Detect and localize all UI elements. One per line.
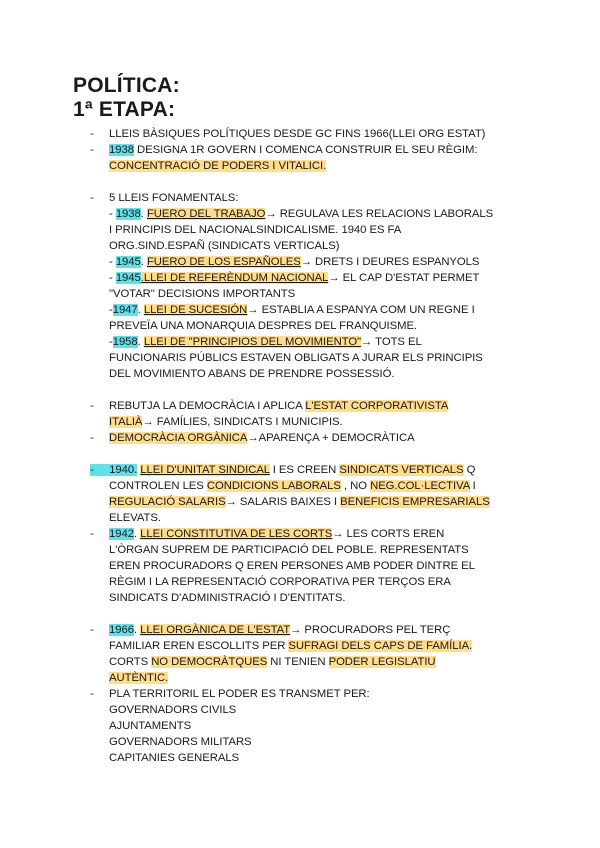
text: REBUTJA LA DEMOCRÀCIA I APLICA	[109, 400, 306, 412]
line-controlen	[109, 479, 476, 493]
line-elevats: ELEVATS.	[109, 512, 161, 524]
line-procuradors: EREN PROCURADORS Q EREN PERSONES AMB PODER DINTRE EL	[109, 560, 475, 572]
key-phrase-highlight: CONCENTRACIÓ DE PODERS I VITALICI.	[109, 160, 327, 172]
text: I ES CREEN	[269, 464, 340, 476]
bullet-dash: -	[90, 432, 94, 444]
text: SALARIS BAIXES I	[236, 496, 341, 508]
year-highlight: 1942	[109, 528, 134, 540]
text: ESTABLIA A ESPANYA COM UN REGNE I	[258, 304, 475, 316]
law-highlight: FUERO DE LOS ESPAÑOLES	[146, 256, 301, 268]
text: CONTROLEN LES	[109, 480, 207, 492]
text: .	[133, 528, 141, 540]
bullet-dash: -	[90, 688, 94, 700]
text: NI TENIEN	[267, 656, 329, 668]
line-capitanies: CAPITANIES GENERALS	[109, 752, 240, 764]
line-no-democratiques	[109, 655, 436, 669]
page-title: POLÍTICA:	[73, 74, 180, 97]
line-fuero-trabajo	[109, 207, 493, 221]
year-highlight	[90, 464, 137, 476]
year-highlight: 1945	[115, 272, 141, 284]
text: I	[469, 480, 476, 492]
bullet-dash: -	[90, 528, 94, 540]
year: 1940.	[109, 464, 138, 476]
line-5-lleis: 5 LLEIS FONAMENTALS:	[109, 192, 239, 204]
line-sucesion	[109, 303, 475, 317]
line-lleis-basiques: LLEIS BÀSIQUES POLÍTIQUES DESDE GC FINS 1966(LLEI ORG ESTAT)	[109, 128, 486, 140]
line-governadors-civils: GOVERNADORS CIVILS	[109, 704, 237, 716]
key-phrase-highlight: ITALIÀ	[109, 416, 143, 428]
line-org-sind: ORG.SIND.ESPAÑ (SINDICATS VERTICALS)	[109, 240, 340, 252]
line-principis-ns: I PRINCIPIS DEL NACIONALSINDICALISME. 1940 ES FA	[109, 224, 402, 236]
key-phrase-highlight: SUFRAGI DELS CAPS DE FAMÍLIA.	[288, 640, 473, 652]
text: .	[140, 208, 147, 220]
key-phrase-highlight: REGULACIÓ SALARIS	[109, 496, 226, 508]
bullet-dash: -	[90, 128, 94, 140]
line-ajuntaments: AJUNTAMENTS	[109, 720, 192, 732]
line-pla-territorial: PLA TERRITORIL EL PODER ES TRANSMET PER:	[109, 688, 370, 700]
sub-dash: -	[109, 304, 113, 316]
arrow-icon: →	[361, 336, 373, 348]
text: REGULAVA LES RELACIONS LABORALS	[276, 208, 494, 220]
line-familiar	[109, 639, 472, 653]
bullet-dash: -	[90, 464, 94, 476]
key-phrase-highlight: NEG.COL·LECTIVA	[370, 480, 470, 492]
year-highlight: 1966	[109, 624, 134, 636]
text: FAMILIAR EREN ESCOLLITS PER	[109, 640, 289, 652]
bullet-dash: -	[90, 400, 94, 412]
text: PROCURADORS PEL TERÇ	[301, 624, 451, 636]
arrow-icon: →	[225, 496, 237, 508]
key-phrase-highlight: L'ESTAT CORPORATIVISTA	[305, 400, 449, 412]
line-fuero-espanoles	[109, 255, 479, 269]
key-phrase-highlight: BENEFICIS EMPRESARIALS	[340, 496, 490, 508]
arrow-icon: →	[265, 208, 277, 220]
key-phrase-highlight: AUTÈNTIC.	[109, 672, 169, 684]
text: EL CAP D'ESTAT PERMET	[339, 272, 480, 284]
year-highlight: 1938	[115, 208, 141, 220]
line-regulacio	[109, 495, 490, 509]
text: LES CORTS EREN	[343, 528, 445, 540]
law-highlight: LLEI DE "PRINCIPIOS DEL MOVIMIENTO"	[143, 336, 362, 348]
line-funcionaris: FUNCIONARIS PÚBLICS ESTAVEN OBLIGATS A JURAR ELS PRINCIPIS	[109, 352, 483, 364]
key-phrase-highlight: SINDICATS VERTICALS	[339, 464, 464, 476]
arrow-icon: →	[328, 272, 340, 284]
line-1938-govern	[109, 143, 477, 157]
line-italia	[109, 415, 343, 429]
bullet-dash: -	[90, 144, 94, 156]
sub-dash: -	[109, 208, 116, 220]
line-llei-organica	[109, 623, 450, 637]
year-highlight: 1945	[115, 256, 141, 268]
line-governadors-militars: GOVERNADORS MILITARS	[109, 736, 252, 748]
arrow-icon: →	[247, 432, 259, 444]
year-highlight: 1938	[109, 144, 134, 156]
line-corts	[109, 527, 444, 541]
law-highlight: LLEI DE SUCESIÓN	[143, 304, 248, 316]
arrow-icon: →	[247, 304, 259, 316]
line-referendum	[109, 271, 479, 285]
sub-dash: -	[109, 256, 116, 268]
text: DESIGNA 1R GOVERN I COMENCA CONSTRUIR EL SEU RÈGIM:	[133, 144, 478, 156]
key-phrase-highlight: NO DEMOCRÀTQUES	[151, 656, 268, 668]
bullet-dash: -	[90, 624, 94, 636]
arrow-icon: →	[290, 624, 302, 636]
text: DRETS I DEURES ESPANYOLS	[311, 256, 480, 268]
text: CORTS	[109, 656, 152, 668]
law-highlight: LLEI D'UNITAT SINDICAL	[140, 464, 270, 476]
line-rebutja	[109, 399, 448, 413]
line-regim-tercos: RÈGIM I LA REPRESENTACIÓ CORPORATIVA PER TERÇOS ERA	[109, 576, 451, 588]
key-phrase-highlight: CONDICIONS LABORALS	[206, 480, 341, 492]
year-highlight: 1947	[112, 304, 138, 316]
text: FAMÍLIES, SINDICATS I MUNICIPIS.	[153, 416, 343, 428]
law-highlight: .LLEI DE REFERÈNDUM NACIONAL	[140, 272, 329, 284]
key-phrase-highlight: DEMOCRÀCIA ORGÀNICA	[109, 432, 248, 444]
year-highlight: 1958	[112, 336, 138, 348]
text: TOTS EL	[372, 336, 422, 348]
law-highlight: LLEI CONSTITUTIVA DE LES CORTS	[140, 528, 333, 540]
law-highlight: LLEI ORGÀNICA DE L'ESTAT	[140, 624, 291, 636]
line-votar: "VOTAR" DECISIONS IMPORTANTS	[109, 288, 296, 300]
line-organ-suprem: L'ÒRGAN SUPREM DE PARTICIPACIÓ DEL POBLE. REPRESENTATS	[109, 544, 469, 556]
text: Q	[463, 464, 476, 476]
text: .	[137, 304, 144, 316]
text: , NO	[340, 480, 371, 492]
sub-dash: -	[109, 336, 113, 348]
section-title: 1ª ETAPA:	[73, 98, 176, 121]
text: .	[133, 624, 141, 636]
line-principios	[109, 335, 422, 349]
line-sindicats-admin: SINDICATS D'ADMINISTRACIÓ I D'ENTITATS.	[109, 592, 346, 604]
text: APARENÇA + DEMOCRÀTICA	[258, 432, 415, 444]
text: .	[140, 256, 147, 268]
sub-dash: -	[109, 272, 116, 284]
line-possessio: DEL MOVIMIENTO ABANS DE PRENDRE POSSESSIÓ.	[109, 368, 395, 380]
law-highlight: FUERO DEL TRABAJO	[146, 208, 266, 220]
line-democracia-organica	[109, 431, 415, 445]
bullet-dash: -	[90, 192, 94, 204]
line-monarquia: PREVEÏA UNA MONARQUIA DESPRES DEL FRANQUISME.	[109, 320, 418, 332]
arrow-icon: →	[332, 528, 344, 540]
line-concentracio	[109, 159, 326, 173]
line-autentic	[109, 671, 168, 685]
key-phrase-highlight: PODER LEGISLATIU	[328, 656, 436, 668]
arrow-icon: →	[300, 256, 312, 268]
text: .	[137, 336, 144, 348]
arrow-icon: →	[142, 416, 154, 428]
line-unitat-sindical	[90, 463, 475, 477]
